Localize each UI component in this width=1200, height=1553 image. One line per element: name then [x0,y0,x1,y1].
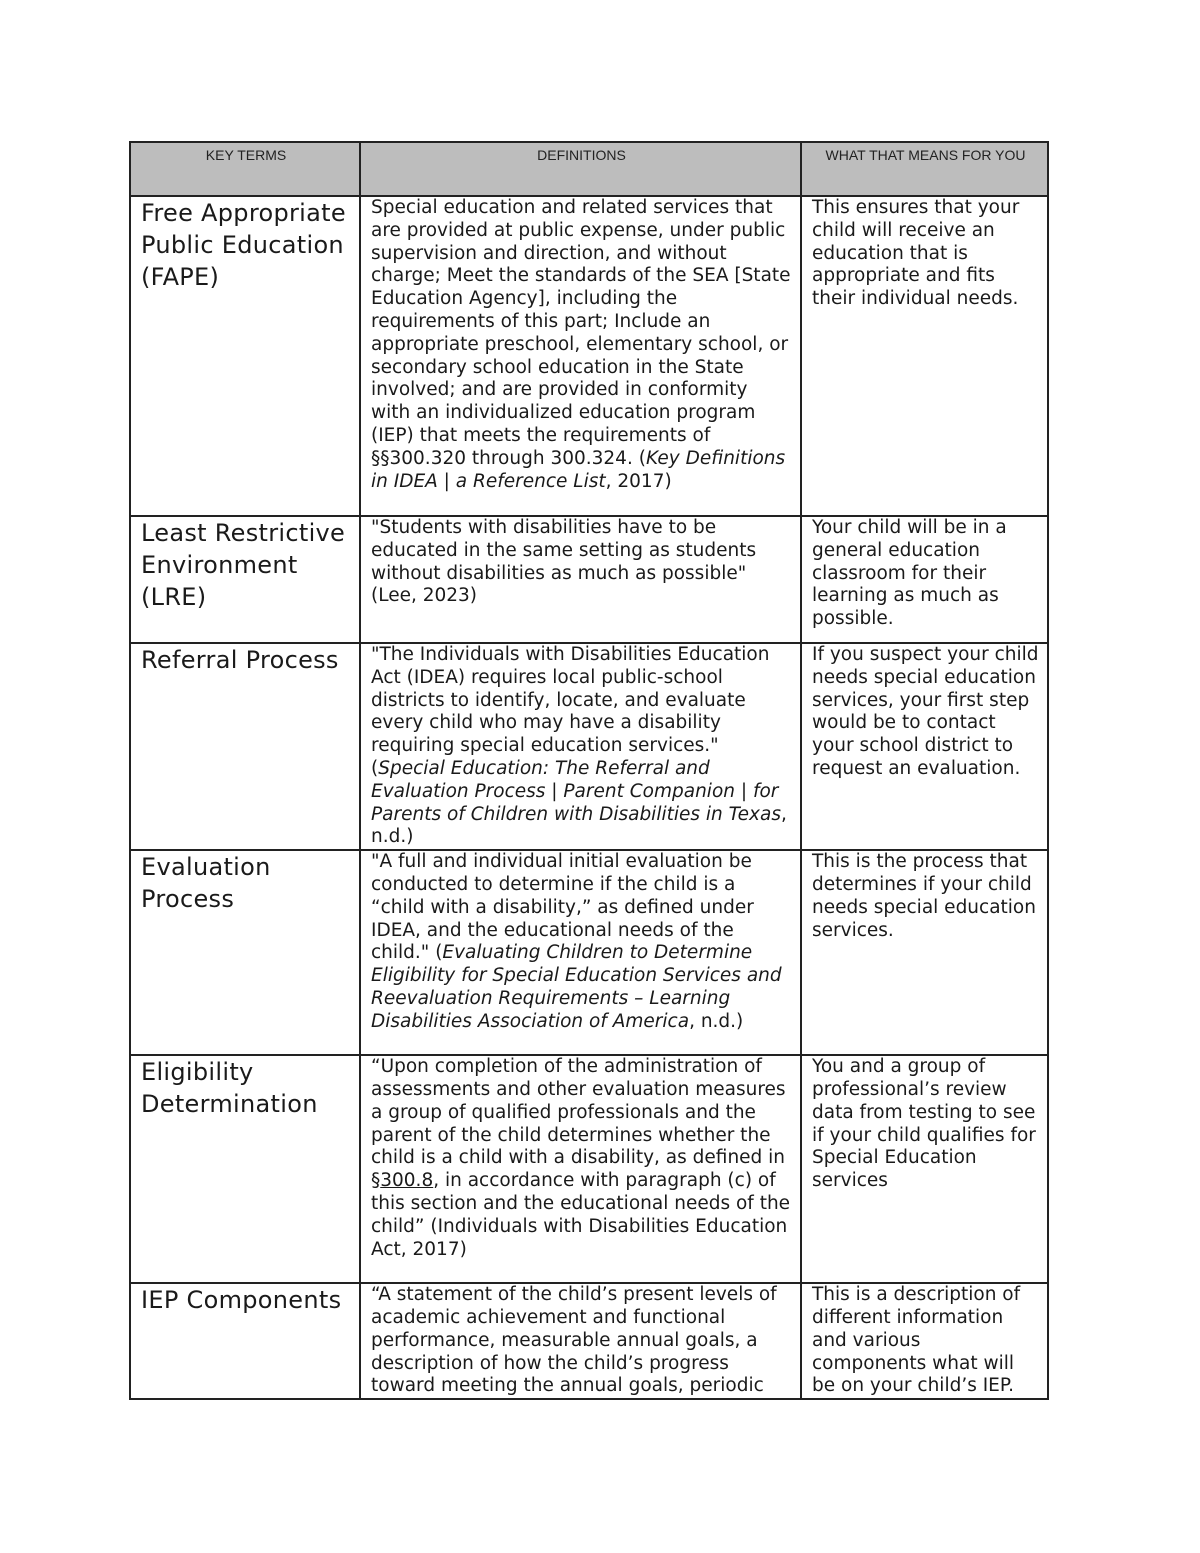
table-row [130,1055,1048,1283]
meaning-cell: Your child will be in a general education classroom for their learning as much as possible. [801,516,1048,643]
meaning-cell: This is a description of different information and various components what will be on your child’s IEP. [801,1283,1048,1399]
citation-tail: , 2017) [605,470,672,492]
definition-cell [360,1055,801,1283]
citation-tail: , n.d.) [689,1010,744,1032]
meaning-cell: This ensures that your child will receive an education that is appropriate and fits their individual needs. [801,196,1048,516]
term-cell: Referral Process [130,643,360,850]
table-row [130,1283,1048,1399]
definition-text: "Students with disabilities have to be educated in the same setting as students without disabilities as much as possible" (Lee, 2023) [371,517,757,607]
table-row [130,643,1048,850]
definition-text: "A full and individual initial evaluation be conducted to determine if the child is a “child with a disability,” as defined under IDEA, and the educational needs of the child." ( [371,851,754,964]
definition-text: Special education and related services that are provided at public expense, under public supervision and direction, and without charge; Meet the standards of the SEA [State Education Agency], including the requirements of this part; Include an appropriate preschool, elementary school, or secondary school education in the State involved; and are provided in conformity with an individualized education program (IEP) that meets the requirements of §§300.320 through 300.324. ( [371,197,791,469]
meaning-cell: If you suspect your child needs special education services, your first step would be to contact your school district to request an evaluation. [801,643,1048,850]
definition-text: “A statement of the child’s present levels of academic achievement and functional performance, measurable annual goals, a description of how the child’s progress toward meeting the annual goals, periodic [371,1284,777,1397]
term-cell: Evaluation Process [130,850,360,1055]
header-what-it-means: WHAT THAT MEANS FOR YOU [801,142,1048,196]
table-header-row [130,142,1048,196]
table-row [130,850,1048,1055]
header-definitions: DEFINITIONS [360,142,801,196]
definition-tail: , in accordance with paragraph (c) of this section and the educational needs of the child” (Individuals with Disabilities Education Act, 2017) [371,1170,791,1260]
definition-cell [360,196,801,516]
meaning-cell: This is the process that determines if your child needs special education services. [801,850,1048,1055]
term-cell: Eligibility Determination [130,1055,360,1283]
citation-title: Evaluating Children to Determine Eligibility for Special Education Services and Reevaluation Requirements – Learning Disabilities Association of America [371,942,782,1032]
header-key-terms: KEY TERMS [130,142,360,196]
term-cell: IEP Components [130,1283,360,1399]
definition-cell [360,516,801,643]
section-link[interactable]: 300.8 [380,1170,434,1192]
key-terms-table [129,141,1049,1400]
citation-title: Key Definitions in IDEA | a Reference List [371,447,786,492]
definition-text: "The Individuals with Disabilities Education Act (IDEA) requires local public-school districts to identify, locate, and evaluate every child who may have a disability requiring special education services." ( [371,644,770,779]
definition-text: “Upon completion of the administration of assessments and other evaluation measures a group of qualified professionals and the parent of the child determines whether the child is a child with a disability, as defined in § [371,1056,786,1192]
meaning-cell: You and a group of professional’s review data from testing to see if your child qualifies for Special Education services [801,1055,1048,1283]
definition-cell [360,643,801,850]
definition-cell [360,850,801,1055]
citation-tail: , n.d.) [371,803,787,848]
term-cell: Least Restrictive Environment (LRE) [130,516,360,643]
definition-cell [360,1283,801,1399]
term-cell: Free Appropriate Public Education (FAPE) [130,196,360,516]
citation-title: Special Education: The Referral and Evaluation Process | Parent Companion | for Parents of Children with Disabilities in Texas [371,757,781,825]
table-row [130,196,1048,516]
table-row [130,516,1048,643]
